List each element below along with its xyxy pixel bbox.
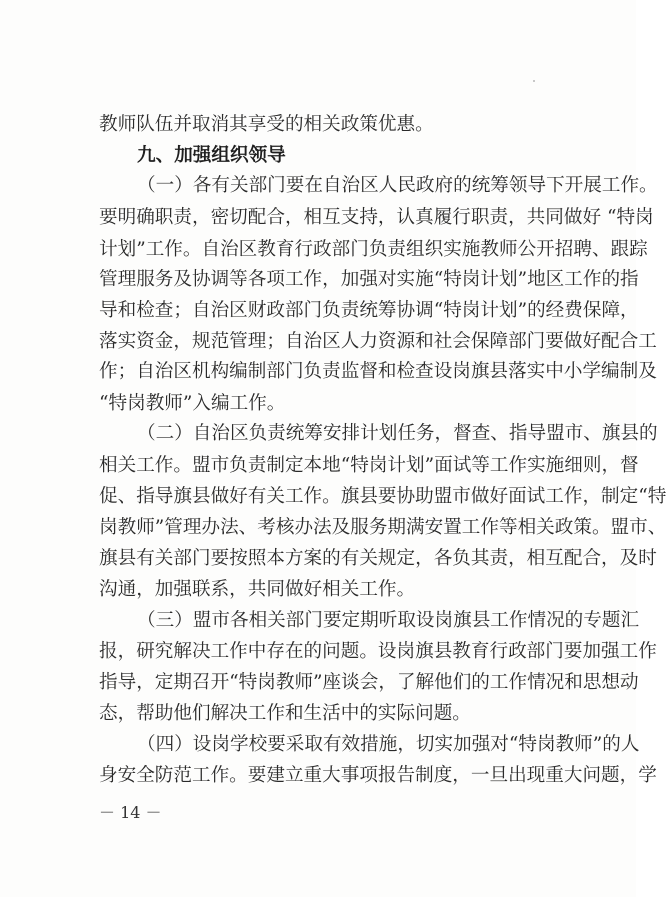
paragraph-1-line-2: 要明确职责，密切配合，相互支持，认真履行职责，共同做好 “特岗 (99, 207, 654, 228)
paragraph-1-line-8: “特岗教师”入编工作。 (99, 393, 286, 414)
paragraph-2-line-5: 旗县有关部门要按照本方案的有关规定，各负其责，相互配合，及时 (99, 548, 657, 569)
paragraph-1-line-1: （一）各有关部门要在自治区人民政府的统筹领导下开展工作。 (137, 175, 658, 196)
paragraph-2-line-6: 沟通，加强联系，共同做好相关工作。 (99, 579, 416, 600)
scan-speck (533, 80, 535, 82)
paragraph-2-line-3: 促、指导旗县做好有关工作。旗县要协助盟市做好面试工作，制定“特 (99, 486, 666, 507)
paragraph-1-line-4: 管理服务及协调等各项工作，加强对实施“特岗计划”地区工作的指 (99, 269, 639, 290)
paragraph-3-line-4: 态，帮助他们解决工作和生活中的实际问题。 (99, 703, 471, 724)
paragraph-1-line-7: 作；自治区机构编制部门负责监督和检查设岗旗县落实中小学编制及 (99, 361, 657, 382)
paragraph-4-line-1: （四）设岗学校要采取有效措施，切实加强对“特岗教师”的人 (137, 734, 640, 755)
paragraph-1-line-6: 落实资金，规范管理；自治区人力资源和社会保障部门要做好配合工 (99, 331, 657, 352)
paragraph-3-line-1: （三）盟市各相关部门要定期听取设岗旗县工作情况的专题汇 (137, 610, 640, 631)
paragraph-1-line-5: 导和检查；自治区财政部门负责统筹协调“特岗计划”的经费保障， (99, 300, 639, 321)
paragraph-4-line-2: 身安全防范工作。要建立重大事项报告制度，一旦出现重大问题，学 (99, 765, 657, 786)
paragraph-2-line-2: 相关工作。盟市负责制定本地“特岗计划”面试等工作实施细则，督 (99, 455, 639, 476)
lead-line: 教师队伍并取消其享受的相关政策优惠。 (99, 114, 434, 135)
page-number: － 14 － (99, 803, 162, 822)
paragraph-3-line-3: 指导，定期召开“特岗教师”座谈会，了解他们的工作情况和思想动 (99, 672, 639, 693)
paragraph-3-line-2: 报，研究解决工作中存在的问题。设岗旗县教育行政部门要加强工作 (99, 641, 657, 662)
paragraph-1-line-3: 计划”工作。自治区教育行政部门负责组织实施教师公开招聘、跟踪 (99, 239, 648, 260)
paragraph-2-line-1: （二）自治区负责统筹安排计划任务，督查、指导盟市、旗县的 (137, 423, 658, 444)
section-heading: 九、加强组织领导 (137, 145, 286, 166)
paragraph-2-line-4: 岗教师”管理办法、考核办法及服务期满安置工作等相关政策。盟市、 (99, 517, 666, 538)
